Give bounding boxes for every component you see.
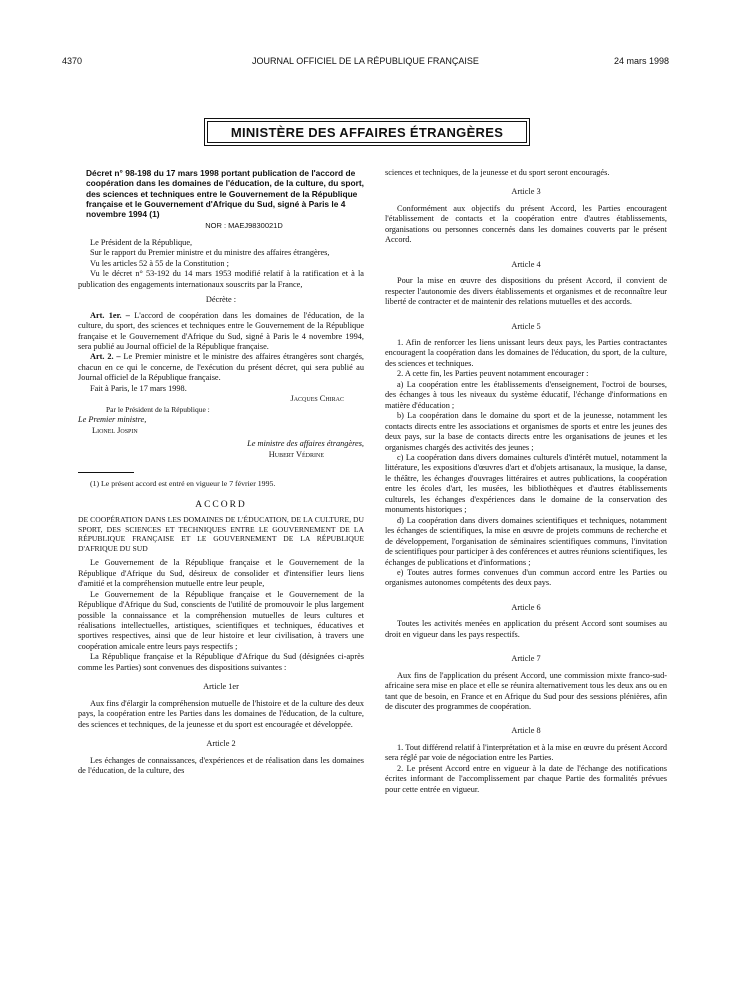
- article-3-heading: Article 3: [511, 187, 541, 197]
- nor-reference: NOR : MAEJ9830021D: [205, 221, 283, 231]
- premier-ministre-title: Le Premier ministre,: [78, 415, 147, 425]
- article-2-continuation: sciences et techniques, de la jeunesse et du sport seront encouragés.: [385, 168, 610, 177]
- left-column: [78, 168, 364, 776]
- article-4-body: Pour la mise en œuvre des dispositions du présent Accord, il convient de respecter l'autonomie des divers établissements et organismes et de reconnaître leur liberté de contracter et de maintenir des relations mutuelles et des accords.: [385, 276, 667, 307]
- decree-paragraph: Vu les articles 52 à 55 de la Constitution ;: [90, 258, 229, 268]
- fait-line: Fait à Paris, le 17 mars 1998.: [90, 383, 187, 393]
- article-3-body: Conformément aux objectifs du présent Accord, les Parties encouragent l'établissement de contacts et la coopération entre d'autres établissements, organisations ou personnes concernés dans les domaines couverts par le présent Accord.: [385, 203, 667, 245]
- accord-heading: ACCORD: [195, 500, 247, 511]
- ministre-title: Le ministre des affaires étrangères,: [247, 439, 364, 449]
- article-1-paragraph: [78, 311, 364, 353]
- par-le-president: Par le Président de la République :: [106, 404, 210, 414]
- premier-ministre-name: Lionel Jospin: [92, 425, 138, 435]
- article-4-heading: Article 4: [511, 259, 541, 269]
- article-2-text: Le Premier ministre et le ministre des affaires étrangères sont chargés, chacun en ce qui le concerne, de l'exécution du présent décret, qui sera publié au Journal officiel de la République française.: [78, 352, 364, 383]
- article-5-item: a) La coopération entre les établissements d'enseignement, l'octroi de bourses, des échanges à tous les niveaux du système éducatif, l'échange d'informations en matière d'éducation ;: [385, 379, 667, 410]
- article-2-body: Les échanges de connaissances, d'expériences et de réalisation dans les domaines de l'éducation, de la culture, des: [78, 755, 364, 775]
- ministry-title: MINISTÈRE DES AFFAIRES ÉTRANGÈRES: [207, 121, 527, 143]
- preamble-paragraph: Le Gouvernement de la République française et le Gouvernement de la République d'Afrique du Sud, conscients de l'utilité de promouvoir le plus largement possible la connaissance et la compréhension mutuelles de leurs cultures et réalisations intellectuelles, artistiques, scientifiques et techniques, éducatives et sportives respectives, ainsi que de leur histoire et leur civilisation, à travers une coopération amicale entre leurs pays respectifs ;: [78, 589, 364, 651]
- article-5-item: c) La coopération dans divers domaines culturels d'intérêt mutuel, notamment la littérature, les expositions d'œuvres d'art et d'objets artisanaux, la musique, la danse, le théâtre, les échanges d'ouvrages littéraires et autres publications, la coopération entre les écoles d'art, les musées, les bibliothèques et d'autres établissements culturels, les échanges d'expériences dans le domaine de la conservation des monuments historiques ;: [385, 452, 667, 515]
- article-5-item: e) Toutes autres formes convenues d'un commun accord entre les Parties ou organismes autonomes compétents des deux pays.: [385, 567, 667, 588]
- decree-paragraph: Le Président de la République,: [90, 237, 193, 247]
- article-8-heading: Article 8: [511, 726, 541, 736]
- ministry-box: [204, 118, 530, 146]
- article-5-item: b) La coopération dans le domaine du sport et de la jeunesse, notamment les contacts directs entre les associations et organismes de sports et entre les jeunes des deux pays, sur la base de contacts directs entre les organisations de jeunes et les organismes chargés des activités des jeunes ;: [385, 411, 667, 452]
- article-8-paragraph: 2. Le présent Accord entre en vigueur à la date de l'échange des notifications écrites informant de l'accomplissement par chaque Partie des formalités prévues pour cette entrée en vigueur.: [385, 763, 667, 794]
- article-2-label: Art. 2. –: [90, 352, 121, 362]
- article-5-paragraph: 1. Afin de renforcer les liens unissant leurs deux pays, les Parties contractantes encouragent la coopération dans les domaines de l'éducation, du sport, de la culture, des sciences et techniques.: [385, 337, 667, 368]
- article-1-heading: Article 1er: [203, 682, 239, 692]
- article-1-text: L'accord de coopération dans les domaines de l'éducation, de la culture, du sport, des sciences et techniques entre le Gouvernement de la République française et le Gouvernement d'Afrique du Sud, signé à Paris le 4 novembre 1994, sera publié au Journal officiel de la République française.: [78, 310, 365, 352]
- article-7-body: Aux fins de l'application du présent Accord, une commission mixte franco-sud-africaine sera mise en place et elle se réunira alternativement tous les deux ans ou en tant que de besoin, en France et en Afrique du Sud pour des sessions plénières, afin de discuter des programmes de coopération.: [385, 670, 667, 712]
- decree-paragraph: Sur le rapport du Premier ministre et du ministre des affaires étrangères,: [90, 248, 330, 258]
- article-5-heading: Article 5: [511, 321, 541, 331]
- page-number: 4370: [62, 56, 83, 66]
- footnote: (1) Le présent accord est entré en vigueur le 7 février 1995.: [90, 479, 276, 488]
- preamble-paragraph: La République française et la République d'Afrique du Sud (désignées ci-après comme les Parties) sont convenues des dispositions suivantes :: [78, 652, 364, 672]
- journal-title: JOURNAL OFFICIEL DE LA RÉPUBLIQUE FRANÇAISE: [252, 56, 479, 66]
- article-6-body: Toutes les activités menées en application du présent Accord sont soumises au droit en vigueur dans les pays respectifs.: [385, 619, 667, 639]
- right-column: [385, 168, 667, 795]
- article-5-paragraph: 2. A cette fin, les Parties peuvent notamment encourager :: [397, 369, 589, 379]
- article-6-heading: Article 6: [511, 602, 541, 612]
- preamble-paragraph: Le Gouvernement de la République française et le Gouvernement de la République d'Afrique du Sud, désireux de consolider et d'intensifier leurs liens d'amitié et la compréhension mutuelle entre leur peuple,: [78, 558, 364, 589]
- decree-title: Décret n° 98-198 du 17 mars 1998 portant publication de l'accord de coopération dans les domaines de l'éducation, de la culture, du sport, des sciences et techniques entre le Gouvernement de la République française et le Gouvernement d'Afrique du Sud, signé à Paris le 4 novembre 1994 (1): [86, 168, 364, 220]
- article-8-paragraph: 1. Tout différend relatif à l'interprétation et à la mise en œuvre du présent Accord sera réglé par voie de négociation entre les Parties.: [385, 742, 667, 763]
- president-signature: Jacques Chirac: [290, 394, 344, 404]
- ministre-name: Hubert Védrine: [268, 449, 324, 459]
- article-2-heading: Article 2: [206, 739, 236, 749]
- article-1-label: Art. 1er. –: [90, 310, 130, 320]
- article-2-paragraph: [78, 352, 364, 383]
- accord-subtitle: DE COOPÉRATION DANS LES DOMAINES DE L'ÉDUCATION, DE LA CULTURE, DU SPORT, DES SCIENCES ET TECHNIQUES ENTRE LE GOUVERNEMENT DE LA RÉPUBLIQUE FRANÇAISE ET LE GOUVERNEMENT DE LA RÉPUBLIQUE D'AFRIQUE DU SUD: [78, 514, 364, 553]
- footnote-rule: [78, 472, 134, 473]
- issue-date: 24 mars 1998: [613, 56, 669, 66]
- article-7-heading: Article 7: [511, 654, 541, 664]
- article-5-item: d) La coopération dans divers domaines scientifiques et techniques, notamment les échanges de scientifiques, la mise en œuvre de projets communs de recherche et de développement, l'organisation de séminaires scientifiques communs, l'invitation de scientifiques pour participer à des conférences et autres réunions scientifiques, les échanges de publications et d'informations ;: [385, 515, 667, 567]
- decrete-label: Décrète :: [205, 295, 237, 305]
- article-1-body: Aux fins d'élargir la compréhension mutuelle de l'histoire et de la culture des deux pays, la coopération entre les Parties dans les domaines de l'éducation, de la culture, des sciences et techniques, de la jeunesse et du sport est encouragée et développée.: [78, 698, 364, 729]
- decree-paragraph: Vu le décret n° 53-192 du 14 mars 1953 modifié relatif à la ratification et à la publication des engagements internationaux souscrits par la France,: [78, 269, 364, 289]
